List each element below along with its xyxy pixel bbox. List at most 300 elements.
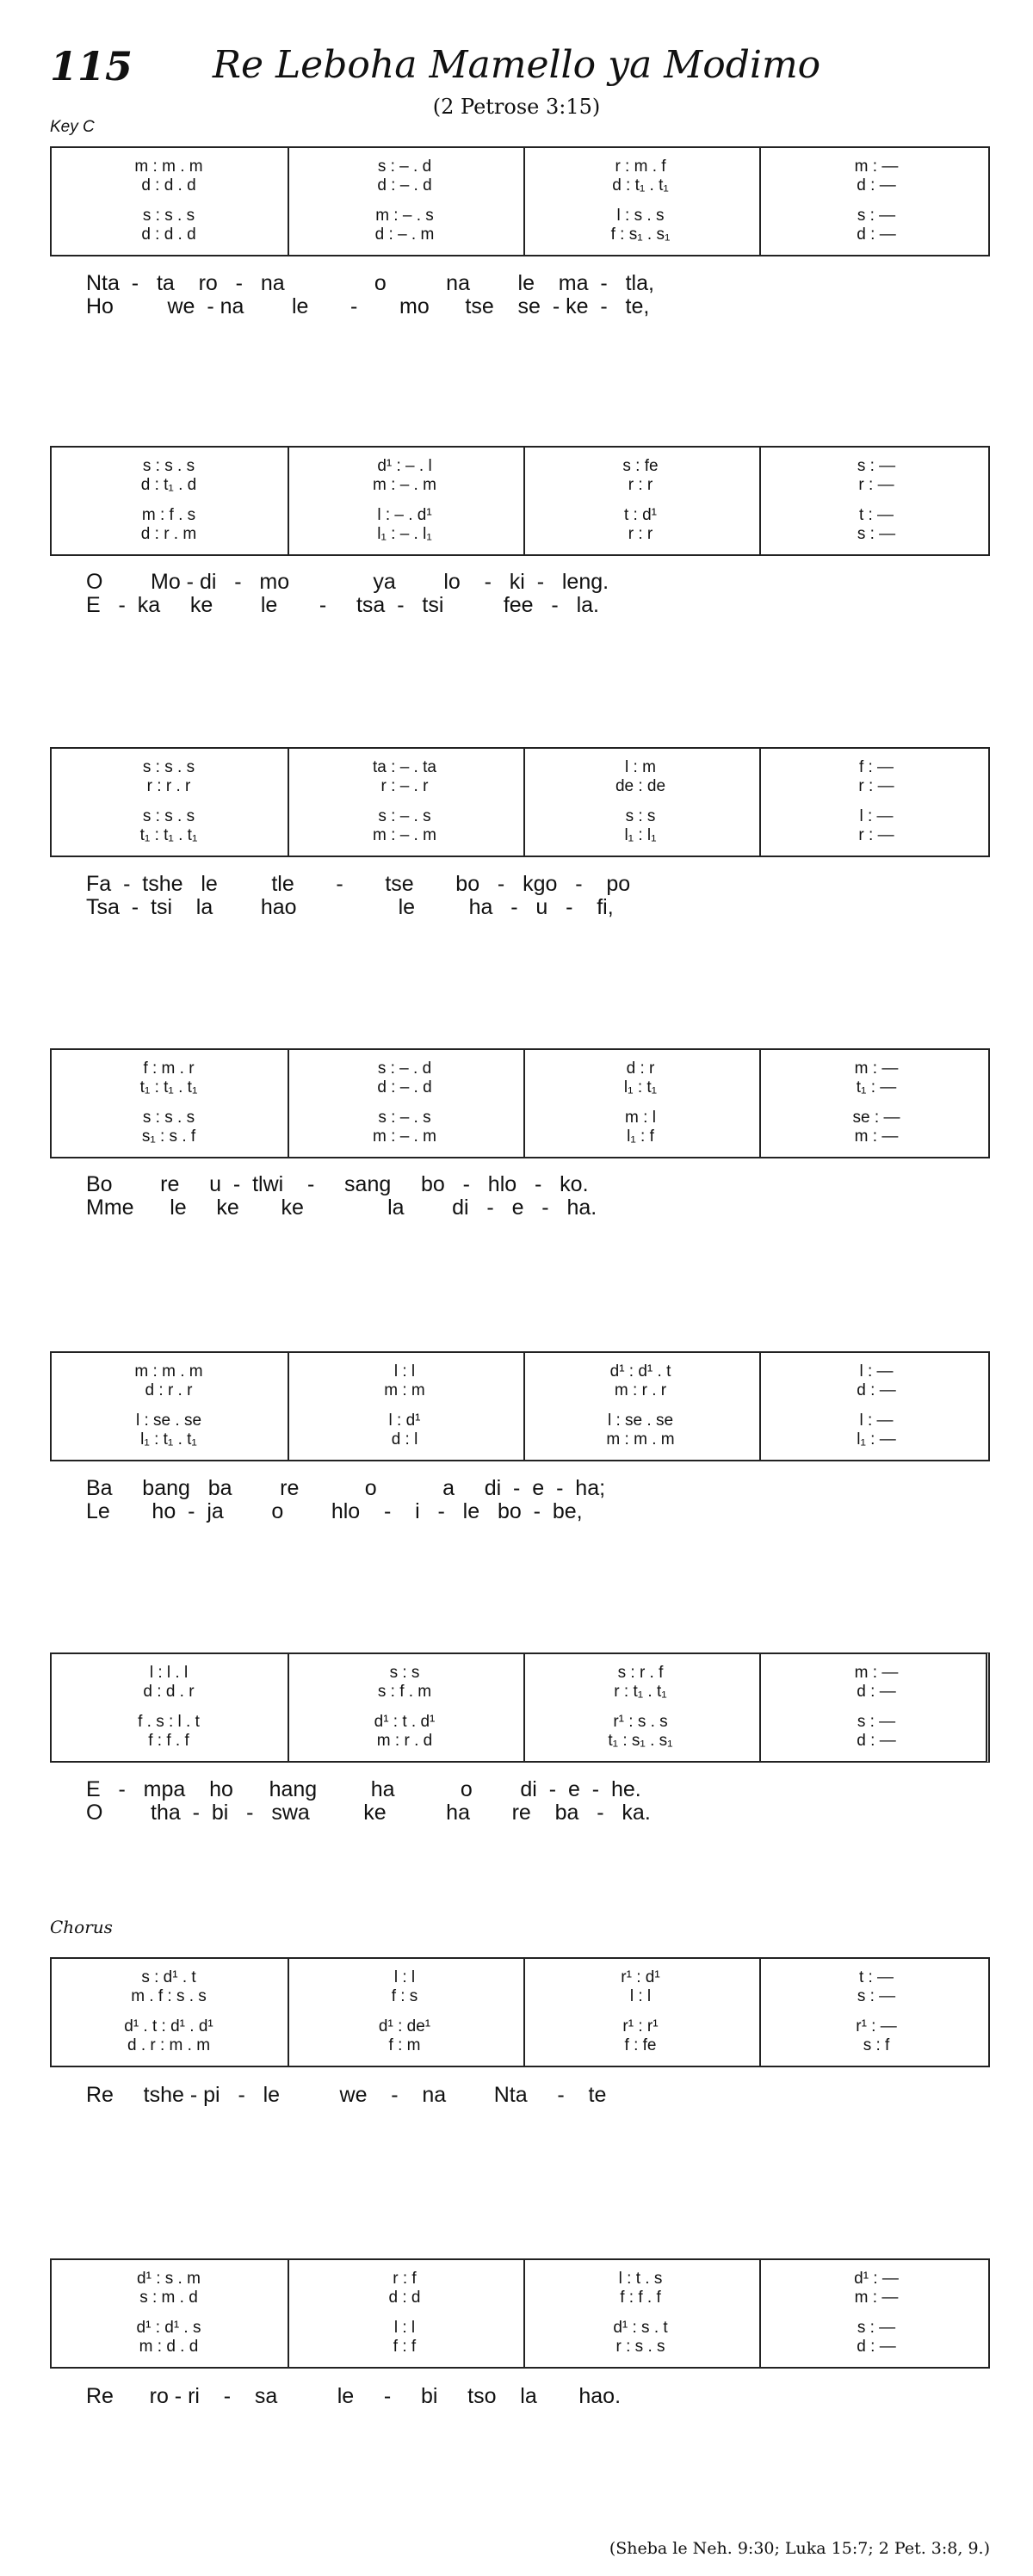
scripture-reference: (2 Petrose 3:15): [432, 95, 601, 119]
solfa-beat: s : —: [857, 1987, 896, 2005]
solfa-beat: f : m: [388, 2036, 421, 2054]
solfa-beat: m : m . m: [134, 1362, 203, 1381]
solfa-beat: d¹ . t : d¹ . d¹: [124, 2017, 213, 2035]
solfa-beat: d¹ : – . l: [377, 457, 432, 475]
solfa-cell: [294, 1683, 515, 1702]
lyric-line: Mme le ke ke la di - e - ha.: [86, 1195, 597, 1220]
solfa-cell: [766, 2338, 987, 2357]
solfa-beat: l : – . d¹: [377, 506, 432, 524]
solfa-beat: r : t₁ . t₁: [614, 1683, 667, 1701]
solfa-cell: [766, 2319, 987, 2338]
solfa-cell: [59, 2017, 279, 2036]
solfa-beat: t₁ : s₁ . s₁: [608, 1732, 673, 1750]
solfa-beat: m : r . r: [614, 1381, 667, 1399]
solfa-beat: t : —: [858, 1968, 894, 1986]
solfa-cell: [294, 1381, 515, 1400]
solfa-beat: s : —: [857, 525, 896, 543]
solfa-cell: [294, 777, 515, 796]
barline: [759, 1654, 761, 1761]
solfa-cell: [530, 2270, 751, 2289]
lyric-line: Re ro - ri - sa le - bi tso la hao.: [86, 2384, 622, 2408]
solfa-cell: [530, 2017, 751, 2036]
solfa-beat: m : —: [854, 1059, 899, 1078]
solfa-cell: [766, 1059, 987, 1078]
music-system: [50, 146, 990, 256]
solfa-beat: f : f . f: [620, 2289, 661, 2307]
solfa-cell: [59, 1968, 279, 1987]
solfa-cell: [766, 1109, 987, 1127]
solfa-beat: s : – . s: [378, 1109, 431, 1127]
solfa-beat: t₁ : t₁ . t₁: [139, 826, 198, 844]
solfa-beat: f : f: [393, 2338, 417, 2356]
barline: [288, 1353, 289, 1460]
solfa-beat: d : r: [626, 1059, 655, 1078]
barline: [759, 148, 761, 255]
solfa-beat: s : s . s: [142, 758, 195, 776]
barline: [288, 148, 289, 255]
solfa-beat: m : – . m: [373, 826, 436, 844]
barline: [288, 448, 289, 554]
solfa-beat: f : —: [858, 758, 894, 776]
solfa-cell: [59, 2338, 279, 2357]
solfa-cell: [294, 1127, 515, 1146]
solfa-beat: r : m . f: [615, 158, 666, 176]
key-signature: Key C: [50, 118, 95, 136]
barline: [523, 1959, 525, 2066]
solfa-beat: l : l: [393, 1968, 416, 1986]
barline: [288, 1959, 289, 2066]
solfa-cell: [294, 476, 515, 495]
solfa-beat: s : f: [863, 2036, 890, 2054]
solfa-cell: [59, 207, 279, 225]
solfa-cell: [766, 2270, 987, 2289]
solfa-cell: [530, 758, 751, 777]
solfa-cell: [59, 1059, 279, 1078]
solfa-beat: f : s₁ . s₁: [610, 225, 671, 244]
solfa-beat: l : l: [393, 2319, 416, 2337]
music-system: [50, 1351, 990, 1461]
solfa-cell: [530, 506, 751, 525]
barline: [759, 749, 761, 856]
solfa-cell: [59, 1362, 279, 1381]
solfa-cell: [530, 1078, 751, 1097]
lyric-line: O tha - bi - swa ke ha re ba - ka.: [86, 1801, 651, 1825]
solfa-cell: [530, 176, 751, 195]
solfa-cell: [59, 457, 279, 476]
solfa-beat: s : —: [857, 1713, 896, 1731]
solfa-beat: d¹ : d¹ . s: [136, 2319, 201, 2337]
solfa-cell: [59, 1430, 279, 1449]
solfa-beat: t₁ : t₁ . t₁: [139, 1078, 198, 1096]
solfa-cell: [59, 506, 279, 525]
solfa-cell: [294, 807, 515, 826]
chorus-label: Chorus: [50, 1917, 113, 1937]
solfa-beat: r : —: [858, 777, 894, 795]
solfa-cell: [530, 476, 751, 495]
solfa-beat: d : —: [857, 225, 896, 244]
solfa-cell: [766, 1713, 987, 1732]
solfa-beat: r¹ : —: [856, 2017, 897, 2035]
solfa-cell: [530, 1412, 751, 1430]
solfa-cell: [530, 777, 751, 796]
solfa-beat: s : d¹ . t: [141, 1968, 196, 1986]
solfa-cell: [59, 176, 279, 195]
solfa-beat: f : m . r: [143, 1059, 195, 1078]
solfa-cell: [530, 1430, 751, 1449]
solfa-beat: s : s . s: [142, 1109, 195, 1127]
solfa-beat: d¹ : t . d¹: [374, 1713, 436, 1731]
solfa-cell: [59, 2319, 279, 2338]
hymn-number: 115: [50, 43, 133, 90]
solfa-beat: r : —: [858, 476, 894, 494]
solfa-beat: d : t₁ . d: [140, 476, 197, 494]
solfa-cell: [294, 225, 515, 244]
music-system: [50, 2258, 990, 2369]
solfa-beat: d : – . d: [377, 1078, 432, 1096]
music-system: [50, 1048, 990, 1158]
solfa-cell: [766, 777, 987, 796]
solfa-cell: [59, 1664, 279, 1683]
solfa-cell: [59, 1412, 279, 1430]
solfa-beat: s₁ : s . f: [141, 1127, 196, 1146]
solfa-beat: d : —: [857, 1683, 896, 1701]
solfa-cell: [766, 1664, 987, 1683]
solfa-beat: t₁ : —: [856, 1078, 897, 1096]
barline: [288, 2260, 289, 2367]
music-system: [50, 446, 990, 556]
solfa-beat: l : se . se: [135, 1412, 202, 1430]
solfa-beat: d¹ : d¹ . t: [609, 1362, 671, 1381]
solfa-cell: [294, 2017, 515, 2036]
solfa-cell: [294, 2270, 515, 2289]
solfa-cell: [766, 457, 987, 476]
lyric-line: Tsa - tsi la hao le ha - u - fi,: [86, 895, 614, 919]
solfa-beat: m : —: [854, 158, 899, 176]
solfa-cell: [530, 2319, 751, 2338]
solfa-cell: [530, 1987, 751, 2006]
solfa-beat: l : s . s: [616, 207, 665, 225]
solfa-beat: d : – . d: [377, 176, 432, 195]
solfa-beat: d : t₁ . t₁: [612, 176, 669, 195]
solfa-cell: [530, 807, 751, 826]
solfa-cell: [530, 207, 751, 225]
solfa-cell: [294, 2036, 515, 2055]
solfa-cell: [59, 158, 279, 176]
solfa-cell: [59, 1713, 279, 1732]
solfa-beat: d : —: [857, 1732, 896, 1750]
solfa-cell: [59, 2270, 279, 2289]
lyric-line: Bo re u - tlwi - sang bo - hlo - ko.: [86, 1172, 589, 1196]
solfa-beat: d¹ : s . m: [137, 2270, 201, 2288]
barline: [759, 2260, 761, 2367]
solfa-cell: [530, 1683, 751, 1702]
solfa-cell: [59, 476, 279, 495]
solfa-cell: [294, 506, 515, 525]
solfa-cell: [59, 525, 279, 544]
hymn-title: Re Leboha Mamello ya Modimo: [212, 43, 821, 87]
solfa-cell: [530, 2289, 751, 2307]
barline: [523, 1050, 525, 1157]
solfa-beat: d : – . m: [374, 225, 435, 244]
solfa-cell: [294, 2289, 515, 2307]
solfa-beat: m : m: [384, 1381, 425, 1399]
solfa-beat: d : r . m: [140, 525, 197, 543]
solfa-beat: m : —: [854, 2289, 899, 2307]
solfa-cell: [530, 1362, 751, 1381]
solfa-beat: r : r . r: [146, 777, 191, 795]
solfa-beat: s : —: [857, 2319, 896, 2337]
solfa-cell: [530, 158, 751, 176]
lyric-line: E - ka ke le - tsa - tsi fee - la.: [86, 593, 599, 617]
solfa-cell: [766, 1381, 987, 1400]
solfa-beat: r : r: [628, 525, 653, 543]
solfa-beat: m : l: [625, 1109, 656, 1127]
lyric-line: Fa - tshe le tle - tse bo - kgo - po: [86, 872, 631, 896]
solfa-beat: l₁ : t₁ . t₁: [140, 1430, 197, 1449]
solfa-cell: [294, 826, 515, 845]
solfa-cell: [766, 1412, 987, 1430]
solfa-cell: [766, 1968, 987, 1987]
solfa-cell: [59, 777, 279, 796]
solfa-cell: [294, 1109, 515, 1127]
solfa-cell: [766, 1127, 987, 1146]
solfa-beat: d : —: [857, 1381, 896, 1399]
solfa-cell: [294, 1412, 515, 1430]
solfa-beat: l : l: [393, 1362, 416, 1381]
solfa-cell: [766, 158, 987, 176]
barline: [523, 749, 525, 856]
solfa-cell: [59, 1127, 279, 1146]
barline: [523, 148, 525, 255]
lyric-line: E - mpa ho hang ha o di - e - he.: [86, 1777, 641, 1801]
solfa-beat: s : s: [389, 1664, 420, 1682]
solfa-beat: s : fe: [622, 457, 659, 475]
solfa-cell: [766, 1987, 987, 2006]
solfa-cell: [766, 1078, 987, 1097]
solfa-beat: r : f: [393, 2270, 417, 2288]
solfa-beat: s : s . s: [142, 207, 195, 225]
solfa-beat: l : —: [859, 1412, 894, 1430]
solfa-beat: l₁ : – . l₁: [377, 525, 432, 543]
solfa-cell: [530, 1381, 751, 1400]
solfa-beat: m : —: [854, 1127, 899, 1146]
solfa-cell: [766, 225, 987, 244]
solfa-cell: [766, 1732, 987, 1751]
solfa-beat: l : l . l: [149, 1664, 189, 1682]
solfa-cell: [294, 1713, 515, 1732]
barline: [523, 2260, 525, 2367]
solfa-beat: l : l: [629, 1987, 652, 2005]
solfa-beat: r¹ : r¹: [622, 2017, 659, 2035]
solfa-beat: r : r: [628, 476, 653, 494]
barline: [288, 1050, 289, 1157]
solfa-beat: f . s : l . t: [138, 1713, 200, 1731]
solfa-cell: [59, 1078, 279, 1097]
solfa-beat: m : r . d: [376, 1732, 433, 1750]
solfa-beat: s : m . d: [139, 2289, 198, 2307]
solfa-beat: s : – . s: [378, 807, 431, 825]
solfa-beat: d¹ : de¹: [378, 2017, 431, 2035]
solfa-beat: s : r . f: [617, 1664, 664, 1682]
solfa-beat: m : m . m: [606, 1430, 675, 1449]
solfa-beat: t : d¹: [623, 506, 657, 524]
barline: [759, 1353, 761, 1460]
lyric-line: Re tshe - pi - le we - na Nta - te: [86, 2083, 607, 2107]
solfa-beat: l : t . s: [618, 2270, 663, 2288]
solfa-beat: ta : – . ta: [373, 758, 436, 776]
solfa-beat: l₁ : l₁: [624, 826, 657, 844]
barline: [288, 749, 289, 856]
solfa-beat: s : s . s: [142, 807, 195, 825]
solfa-cell: [59, 2289, 279, 2307]
solfa-cell: [530, 457, 751, 476]
solfa-beat: d : r . r: [145, 1381, 193, 1399]
barline: [523, 1353, 525, 1460]
solfa-cell: [766, 1683, 987, 1702]
solfa-beat: r : —: [858, 826, 894, 844]
solfa-cell: [766, 1430, 987, 1449]
solfa-cell: [59, 826, 279, 845]
barline: [523, 448, 525, 554]
solfa-beat: se : —: [852, 1109, 900, 1127]
solfa-beat: m : – . m: [373, 1127, 436, 1146]
solfa-cell: [766, 476, 987, 495]
solfa-beat: l : —: [859, 807, 894, 825]
solfa-cell: [530, 1968, 751, 1987]
solfa-cell: [294, 758, 515, 777]
solfa-cell: [766, 2289, 987, 2307]
lyric-line: Ho we - na le - mo tse se - ke - te,: [86, 294, 650, 318]
solfa-beat: s : —: [857, 207, 896, 225]
solfa-cell: [766, 826, 987, 845]
barline: [759, 448, 761, 554]
solfa-cell: [294, 1968, 515, 1987]
solfa-beat: d : d . d: [141, 225, 196, 244]
music-system: [50, 1652, 990, 1763]
footer-reference: (Sheba le Neh. 9:30; Luka 15:7; 2 Pet. 3:8, 9.): [609, 2539, 990, 2558]
solfa-cell: [530, 1713, 751, 1732]
solfa-cell: [59, 225, 279, 244]
solfa-cell: [766, 506, 987, 525]
music-system: [50, 747, 990, 857]
solfa-cell: [766, 758, 987, 777]
solfa-beat: r : – . r: [380, 777, 429, 795]
solfa-cell: [294, 158, 515, 176]
solfa-beat: l₁ : f: [627, 1127, 654, 1146]
solfa-beat: m : —: [854, 1664, 899, 1682]
solfa-cell: [294, 1078, 515, 1097]
lyric-line: O Mo - di - mo ya lo - ki - leng.: [86, 570, 609, 594]
solfa-cell: [530, 525, 751, 544]
solfa-beat: m : m . m: [134, 158, 203, 176]
solfa-cell: [59, 1109, 279, 1127]
solfa-beat: s : – . d: [377, 158, 432, 176]
solfa-cell: [766, 176, 987, 195]
solfa-beat: d : l: [391, 1430, 418, 1449]
lyric-line: Ba bang ba re o a di - e - ha;: [86, 1476, 606, 1500]
solfa-cell: [294, 176, 515, 195]
music-system: [50, 1957, 990, 2067]
solfa-cell: [59, 1987, 279, 2006]
solfa-cell: [530, 1059, 751, 1078]
solfa-beat: r : s . s: [615, 2338, 665, 2356]
solfa-cell: [530, 1127, 751, 1146]
solfa-cell: [59, 2036, 279, 2055]
solfa-beat: d . r : m . m: [127, 2036, 211, 2054]
solfa-cell: [766, 807, 987, 826]
solfa-beat: d¹ : —: [854, 2270, 899, 2288]
solfa-beat: s : —: [857, 457, 896, 475]
solfa-beat: l : se . se: [607, 1412, 674, 1430]
solfa-cell: [766, 525, 987, 544]
lyric-line: Le ho - ja o hlo - i - le bo - be,: [86, 1499, 583, 1523]
solfa-beat: l : d¹: [388, 1412, 421, 1430]
solfa-cell: [294, 2319, 515, 2338]
solfa-beat: l : m: [625, 758, 656, 776]
lyric-line: Nta - ta ro - na o na le ma - tla,: [86, 271, 654, 295]
solfa-cell: [294, 457, 515, 476]
solfa-cell: [766, 1362, 987, 1381]
solfa-cell: [766, 207, 987, 225]
solfa-beat: m : – . m: [373, 476, 436, 494]
solfa-beat: r¹ : d¹: [621, 1968, 660, 1986]
solfa-beat: m : f . s: [141, 506, 196, 524]
solfa-cell: [294, 1430, 515, 1449]
solfa-cell: [294, 525, 515, 544]
solfa-cell: [59, 1381, 279, 1400]
barline: [759, 1050, 761, 1157]
solfa-beat: s : – . d: [377, 1059, 432, 1078]
solfa-cell: [530, 1664, 751, 1683]
solfa-beat: f : f . f: [148, 1732, 189, 1750]
solfa-beat: d : —: [857, 176, 896, 195]
solfa-beat: s : f . m: [377, 1683, 432, 1701]
solfa-cell: [294, 2338, 515, 2357]
solfa-cell: [530, 1732, 751, 1751]
solfa-cell: [294, 1362, 515, 1381]
solfa-cell: [294, 1664, 515, 1683]
solfa-beat: m : – . s: [375, 207, 434, 225]
solfa-cell: [294, 1732, 515, 1751]
solfa-cell: [530, 2036, 751, 2055]
barline: [759, 1959, 761, 2066]
solfa-beat: l₁ : t₁: [623, 1078, 658, 1096]
barline: [288, 1654, 289, 1761]
solfa-cell: [59, 807, 279, 826]
solfa-beat: l : —: [859, 1362, 894, 1381]
solfa-beat: d : d: [388, 2289, 421, 2307]
solfa-beat: de : de: [615, 777, 666, 795]
solfa-beat: d : —: [857, 2338, 896, 2356]
solfa-beat: s : s . s: [142, 457, 195, 475]
solfa-cell: [530, 225, 751, 244]
solfa-beat: t : —: [858, 506, 894, 524]
solfa-cell: [530, 826, 751, 845]
solfa-cell: [59, 758, 279, 777]
solfa-cell: [59, 1732, 279, 1751]
barline: [523, 1654, 525, 1761]
solfa-beat: r¹ : s . s: [613, 1713, 668, 1731]
solfa-beat: d¹ : s . t: [613, 2319, 668, 2337]
solfa-beat: f : s: [391, 1987, 418, 2005]
solfa-beat: d : d . r: [143, 1683, 195, 1701]
solfa-cell: [766, 2017, 987, 2036]
solfa-beat: f : fe: [624, 2036, 657, 2054]
solfa-beat: m : d . d: [139, 2338, 199, 2356]
solfa-cell: [294, 1987, 515, 2006]
solfa-cell: [530, 2338, 751, 2357]
solfa-beat: d : d . d: [141, 176, 196, 195]
